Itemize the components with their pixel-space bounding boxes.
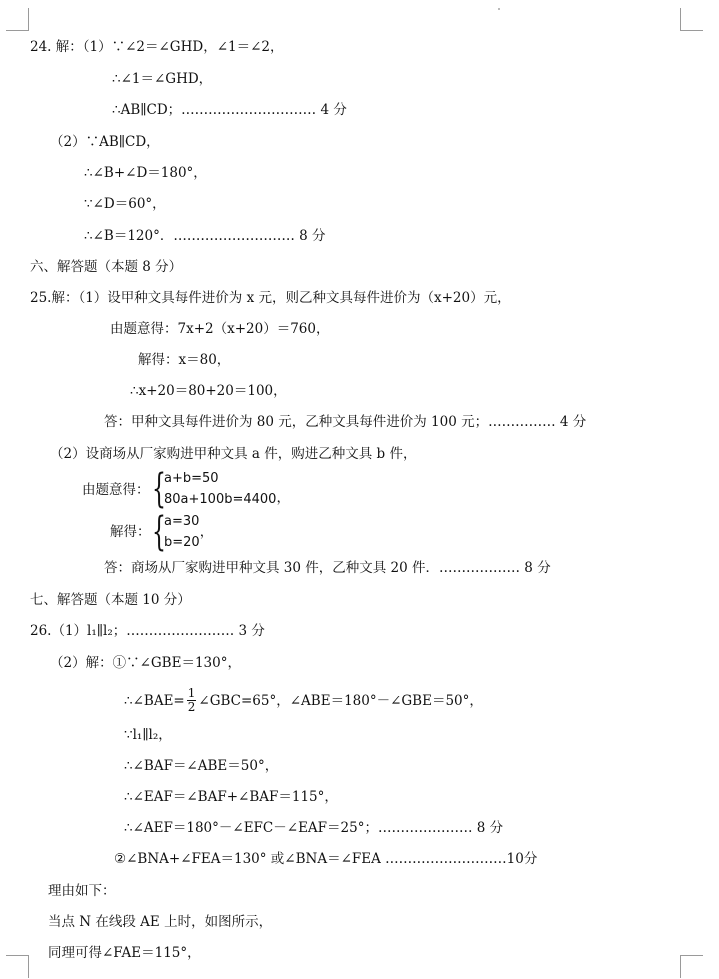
reason-heading: 理由如下：	[48, 883, 116, 899]
equation-system-2	[152, 511, 213, 553]
brace-glyph: {	[152, 509, 166, 555]
solution-25-line-4: ∴x+20＝80+20＝100，	[130, 383, 287, 399]
solution-26-line-parallel: ∵l₁∥l₂，	[124, 727, 172, 743]
solution-25-answer-1: 答：甲种文具每件进价为 80 元，乙种文具每件进价为 100 元；…………… 4 分	[104, 414, 587, 430]
solution-25-line-1: 25.解：（1）设甲种文具每件进价为 x 元，则乙种文具每件进价为（x+20）元，	[30, 290, 511, 306]
reason-line-1: 当点 N 在线段 AE 上时，如图所示，	[48, 914, 273, 930]
solution-26-line-aef: ∴∠AEF＝180°－∠EFC－∠EAF＝25°；………………… 8 分	[124, 820, 504, 836]
reason-line-2: 同理可得∠FAE＝115°，	[48, 945, 201, 961]
solution-26-fraction-line	[124, 688, 483, 715]
solution-24-part2-line-2: ∴∠B+∠D＝180°，	[84, 165, 207, 181]
solution-26-part1: 26.（1）l₁∥l₂；…………………… 3 分	[30, 623, 265, 639]
solution-24-line-1: 24. 解：（1）∵∠2＝∠GHD，∠1＝∠2，	[30, 39, 284, 55]
equation-1: a+b=50	[164, 471, 219, 486]
crop-mark-bottom-right	[680, 955, 703, 978]
stray-dot	[498, 8, 500, 10]
solution-26-part2-line-1: （2）解：①∵∠GBE＝130°，	[50, 655, 241, 671]
solution-a: a=30	[164, 514, 200, 529]
crop-mark-bottom-left	[6, 955, 29, 978]
solution-26-part2-line-2: ②∠BNA+∠FEA＝130° 或∠BNA＝∠FEA ………………………10分	[114, 851, 538, 867]
solution-26-line-baf: ∴∠BAF＝∠ABE＝50°，	[124, 758, 279, 774]
system-1-end: ，	[276, 490, 290, 506]
brace-glyph: {	[152, 466, 166, 512]
solution-24-part2-line-4: ∴∠B＝120°．……………………… 8 分	[84, 228, 326, 244]
solution-24-part2-line-1: （2）∵AB∥CD，	[50, 134, 160, 150]
fraction-line-prefix: ∴∠BAE=	[124, 693, 185, 709]
fraction-denominator: 2	[187, 700, 196, 714]
solution-24-line-3: ∴AB∥CD；………………………… 4 分	[112, 102, 347, 118]
solution-25-answer-2: 答：商场从厂家购进甲种文具 30 件，乙种文具 20 件．……………… 8 分	[104, 560, 551, 576]
section-6-heading: 六、解答题（本题 8 分）	[30, 259, 183, 275]
system-2-end: ，	[199, 524, 214, 540]
section-7-heading: 七、解答题（本题 10 分）	[30, 592, 191, 608]
fraction-line-suffix: ∠GBC=65°，∠ABE＝180°－∠GBE＝50°，	[198, 693, 483, 709]
crop-mark-top-left	[6, 8, 29, 31]
fraction-numerator: 1	[187, 686, 196, 700]
solution-25-line-2: 由题意得：7x+2（x+20）＝760，	[110, 321, 330, 337]
solution-b: b=20	[164, 535, 200, 550]
equation-2: 80a+100b=4400	[164, 492, 277, 507]
solution-25-line-3: 解得：x＝80，	[138, 352, 231, 368]
solution-26-line-eaf: ∴∠EAF＝∠BAF+∠BAF＝115°，	[124, 789, 338, 805]
solution-24-part2-line-3: ∵∠D＝60°，	[84, 196, 166, 212]
solution-25-part2-given: 由题意得：	[82, 482, 150, 498]
solution-25-part2-line-1: （2）设商场从厂家购进甲种文具 a 件，购进乙种文具 b 件，	[50, 446, 417, 462]
solution-25-part2-solve: 解得：	[110, 524, 151, 540]
equation-system-1	[152, 468, 290, 510]
solution-24-line-2: ∴∠1＝∠GHD，	[112, 71, 213, 87]
crop-mark-top-right	[680, 8, 703, 31]
fraction-one-half	[187, 687, 197, 714]
